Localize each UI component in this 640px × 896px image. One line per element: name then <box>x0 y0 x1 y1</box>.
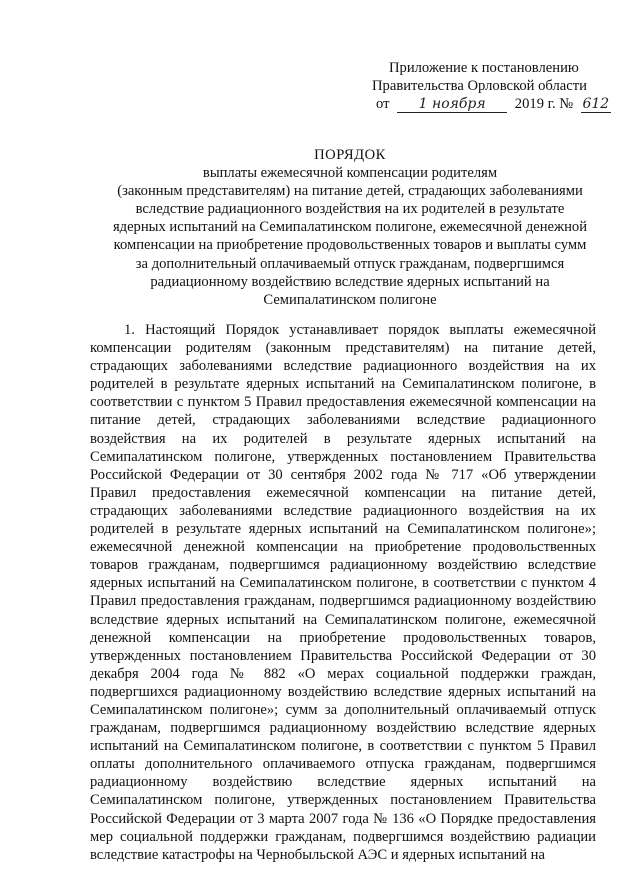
appendix-line-1: Приложение к постановлению <box>389 60 579 76</box>
subtitle-line: компенсации на приобретение продовольственных товаров и выплаты сумм <box>113 237 587 254</box>
document-heading <box>80 146 620 309</box>
body-paragraph-1: 1. Настоящий Порядок устанавливает порядок выплаты ежемесячной компенсации родителям (законным представителям) на питание детей, страдающих заболеваниями вследствие радиационного воздействия на их родителей в результате ядерных испытаний на Семипалатинском полигоне, в соответствии с пунктом 5 Правил предоставления ежемесячной компенсации на питание детей, страдающих заболеваниями вследствие радиационного воздействия на их родителей в результате ядерных испытаний на Семипалатинском полигоне, утвержденных постановлением Правительства Российской Федерации от 30 сентября 2002 года № 717 «Об утверждении Правил предоставления ежемесячной компенсации на питание детей, страдающих заболеваниями вследствие радиационного воздействия на их родителей в результате ядерных испытаний на Семипалатинском полигоне»; ежемесячной денежной компенсации на приобретение продовольственных товаров гражданам, подвергшимся радиационному воздействию вследствие ядерных испытаний на Семипалатинском полигоне, в соответствии с пунктом 4 Правил предоставления гражданам, подвергшимся радиационному воздействию вследствие ядерных испытаний на Семипалатинском полигоне, ежемесячной денежной компенсации на приобретение продовольственных товаров, утвержденных постановлением Правительства Российской Федерации от 30 декабря 2004 года № 882 «О мерах социальной поддержки граждан, подвергшихся радиационному воздействию вследствие ядерных испытаний на Семипалатинском полигоне»; сумм за дополнительный оплачиваемый отпуск гражданам, подвергшимся радиационному воздействию вследствие ядерных испытаний на Семипалатинском полигоне, в соответствии с пунктом 5 Правил оплаты дополнительного оплачиваемого отпуска гражданам, подвергшимся радиационному воздействию вследствие ядерных испытаний на Семипалатинском полигоне, утвержденных постановлением Правительства Российской Федерации от 3 марта 2007 года № 136 «О Порядке предоставления мер социальной поддержки гражданам, подвергшимся воздействию радиации вследствие катастрофы на Чернобыльской АЭС и ядерных испытаний на <box>90 322 596 863</box>
date-prefix: от <box>376 96 390 112</box>
handwritten-date: 1 ноября <box>397 97 507 113</box>
appendix-header <box>372 59 622 113</box>
subtitle-line: вследствие радиационного воздействия на их родителей в результате <box>135 201 565 218</box>
document-title: ПОРЯДОК <box>314 147 386 163</box>
year-and-number-label: 2019 г. № <box>514 96 574 112</box>
subtitle-line: выплаты ежемесячной компенсации родителям <box>202 165 498 182</box>
appendix-date-line <box>372 95 622 113</box>
subtitle-line: (законным представителям) на питание детей, страдающих заболеваниями <box>117 183 583 200</box>
handwritten-number: 612 <box>582 96 610 112</box>
subtitle-line: радиационному воздействию вследствие ядерных испытаний на <box>150 273 550 290</box>
appendix-line-2: Правительства Орловской области <box>372 78 587 94</box>
subtitle-line: за дополнительный оплачиваемый отпуск гражданам, подвергшимся <box>135 255 565 272</box>
subtitle-line: Семипалатинском полигоне <box>263 291 437 308</box>
subtitle-line: ядерных испытаний на Семипалатинском полигоне, ежемесячной денежной <box>112 219 588 236</box>
